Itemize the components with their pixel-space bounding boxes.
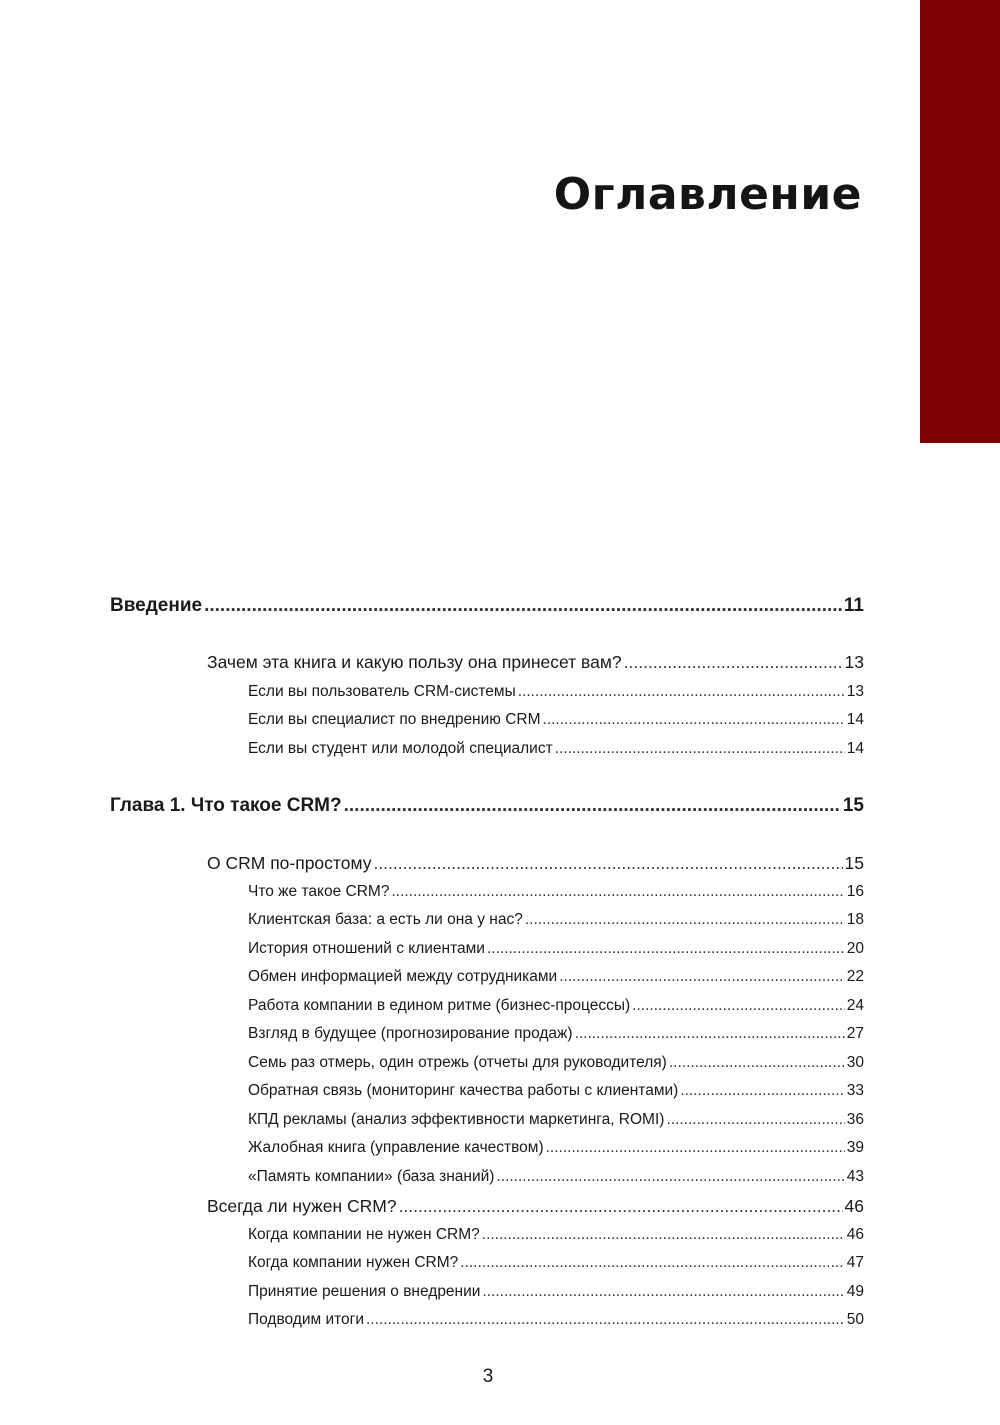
toc-entry[interactable] [248,1254,864,1272]
toc-entry[interactable] [248,1025,864,1043]
toc-entry[interactable] [248,997,864,1015]
toc-leader-dots [391,883,844,901]
toc-entry-page: 14 [846,740,864,757]
toc-entry[interactable] [248,1168,864,1186]
toc-entry-label: Обмен информацией между сотрудниками [248,968,558,985]
toc-entry-label: Всегда ли нужен CRM? [207,1196,397,1216]
toc-leader-dots [525,911,845,929]
toc-entry[interactable] [248,911,864,929]
toc-entry-page: 30 [846,1054,864,1071]
toc-entry-page: 47 [846,1254,864,1271]
toc-entry-page: 33 [846,1082,864,1099]
toc-entry-label: КПД рекламы (анализ эффективности маркетинга, ROMI) [248,1111,665,1128]
toc-entry-label: Работа компании в едином ритме (бизнес-процессы) [248,997,631,1014]
toc-leader-dots [632,997,845,1015]
toc-leader-dots [204,595,842,617]
toc-entry[interactable] [248,1311,864,1329]
toc-entry-page: 20 [846,940,864,957]
toc-entry-label: Если вы пользователь CRM-системы [248,683,516,700]
toc-leader-dots [669,1054,845,1072]
toc-entry[interactable] [248,968,864,986]
toc-entry-label: Жалобная книга (управление качеством) [248,1139,544,1156]
toc-entry-page: 15 [844,853,864,873]
toc-entry-label: Когда компании нужен CRM? [248,1254,459,1271]
toc-entry-page: 50 [846,1311,864,1328]
toc-leader-dots [496,1168,844,1186]
toc-entry-page: 16 [846,883,864,900]
toc-entry[interactable] [207,853,864,874]
toc-entry-label: Взгляд в будущее (прогнозирование продаж) [248,1025,573,1042]
toc-entry-chapter-1[interactable] [110,795,864,817]
toc-entry-page: 14 [846,711,864,728]
toc-entry-introduction[interactable] [110,595,864,617]
toc-entry-page: 18 [846,911,864,928]
toc-entry-page: 24 [846,997,864,1014]
toc-entry-label: О CRM по-простому [207,853,372,873]
toc-leader-dots [543,711,845,729]
toc-entry-page: 43 [846,1168,864,1185]
toc-entry-label: Подводим итоги [248,1311,364,1328]
toc-entry-page: 13 [844,652,864,672]
toc-entry-label: Что же такое CRM? [248,883,390,900]
toc-leader-dots [624,652,843,673]
chapter-tab-marker [920,0,1000,443]
toc-leader-dots [482,1283,844,1301]
toc-entry-label: Зачем эта книга и какую пользу она принесет вам? [207,652,622,672]
toc-leader-dots [366,1311,845,1329]
toc-entry-page: 49 [846,1283,864,1300]
toc-leader-dots [482,1226,845,1244]
toc-entry[interactable] [248,1054,864,1072]
toc-leader-dots [555,740,845,758]
toc-entry[interactable] [248,940,864,958]
toc-entry-label: Если вы студент или молодой специалист [248,740,553,757]
toc-entry-label: Если вы специалист по внедрению CRM [248,711,541,728]
toc-entry[interactable] [248,1283,864,1301]
toc-entry[interactable] [248,1139,864,1157]
toc-entry-label: Клиентская база: а есть ли она у нас? [248,911,523,928]
toc-entry-label: Когда компании не нужен CRM? [248,1226,480,1243]
toc-entry-label: Семь раз отмерь, один отрежь (отчеты для руководителя) [248,1054,667,1071]
toc-entry[interactable] [207,652,864,673]
toc-entry-label: «Память компании» (база знаний) [248,1168,495,1185]
toc-entry[interactable] [248,1111,864,1129]
toc-leader-dots [344,795,841,817]
toc-entry-page: 36 [846,1111,864,1128]
toc-leader-dots [666,1111,844,1129]
page-title: Оглавление [553,169,862,221]
toc-entry[interactable] [248,1226,864,1244]
toc-entry-page: 13 [846,683,864,700]
toc-entry[interactable] [248,883,864,901]
toc-entry-label: Глава 1. Что такое CRM? [110,795,342,816]
toc-entry-page: 39 [846,1139,864,1156]
toc-leader-dots [487,940,845,958]
toc-entry-label: История отношений с клиентами [248,940,485,957]
toc-entry-page: 15 [842,795,864,816]
toc-leader-dots [460,1254,844,1272]
toc-leader-dots [373,853,842,874]
toc-entry-label: Введение [110,595,203,616]
toc-entry-page: 46 [846,1226,864,1243]
toc-leader-dots [518,683,845,701]
toc-leader-dots [546,1139,845,1157]
toc-entry-page: 46 [844,1196,864,1216]
toc-leader-dots [399,1196,843,1217]
toc-leader-dots [680,1082,844,1100]
toc-entry-label: Обратная связь (мониторинг качества работы с клиентами) [248,1082,679,1099]
toc-entry[interactable] [248,1082,864,1100]
page-number: 3 [482,1366,494,1387]
toc-entry[interactable] [248,683,864,701]
toc-entry-page: 27 [846,1025,864,1042]
toc-entry[interactable] [248,740,864,758]
toc-leader-dots [575,1025,845,1043]
toc-entry-label: Принятие решения о внедрении [248,1283,481,1300]
toc-entry-page: 22 [846,968,864,985]
toc-leader-dots [559,968,845,986]
toc-entry[interactable] [248,711,864,729]
toc-entry-page: 11 [843,595,864,616]
toc-entry[interactable] [207,1196,864,1217]
